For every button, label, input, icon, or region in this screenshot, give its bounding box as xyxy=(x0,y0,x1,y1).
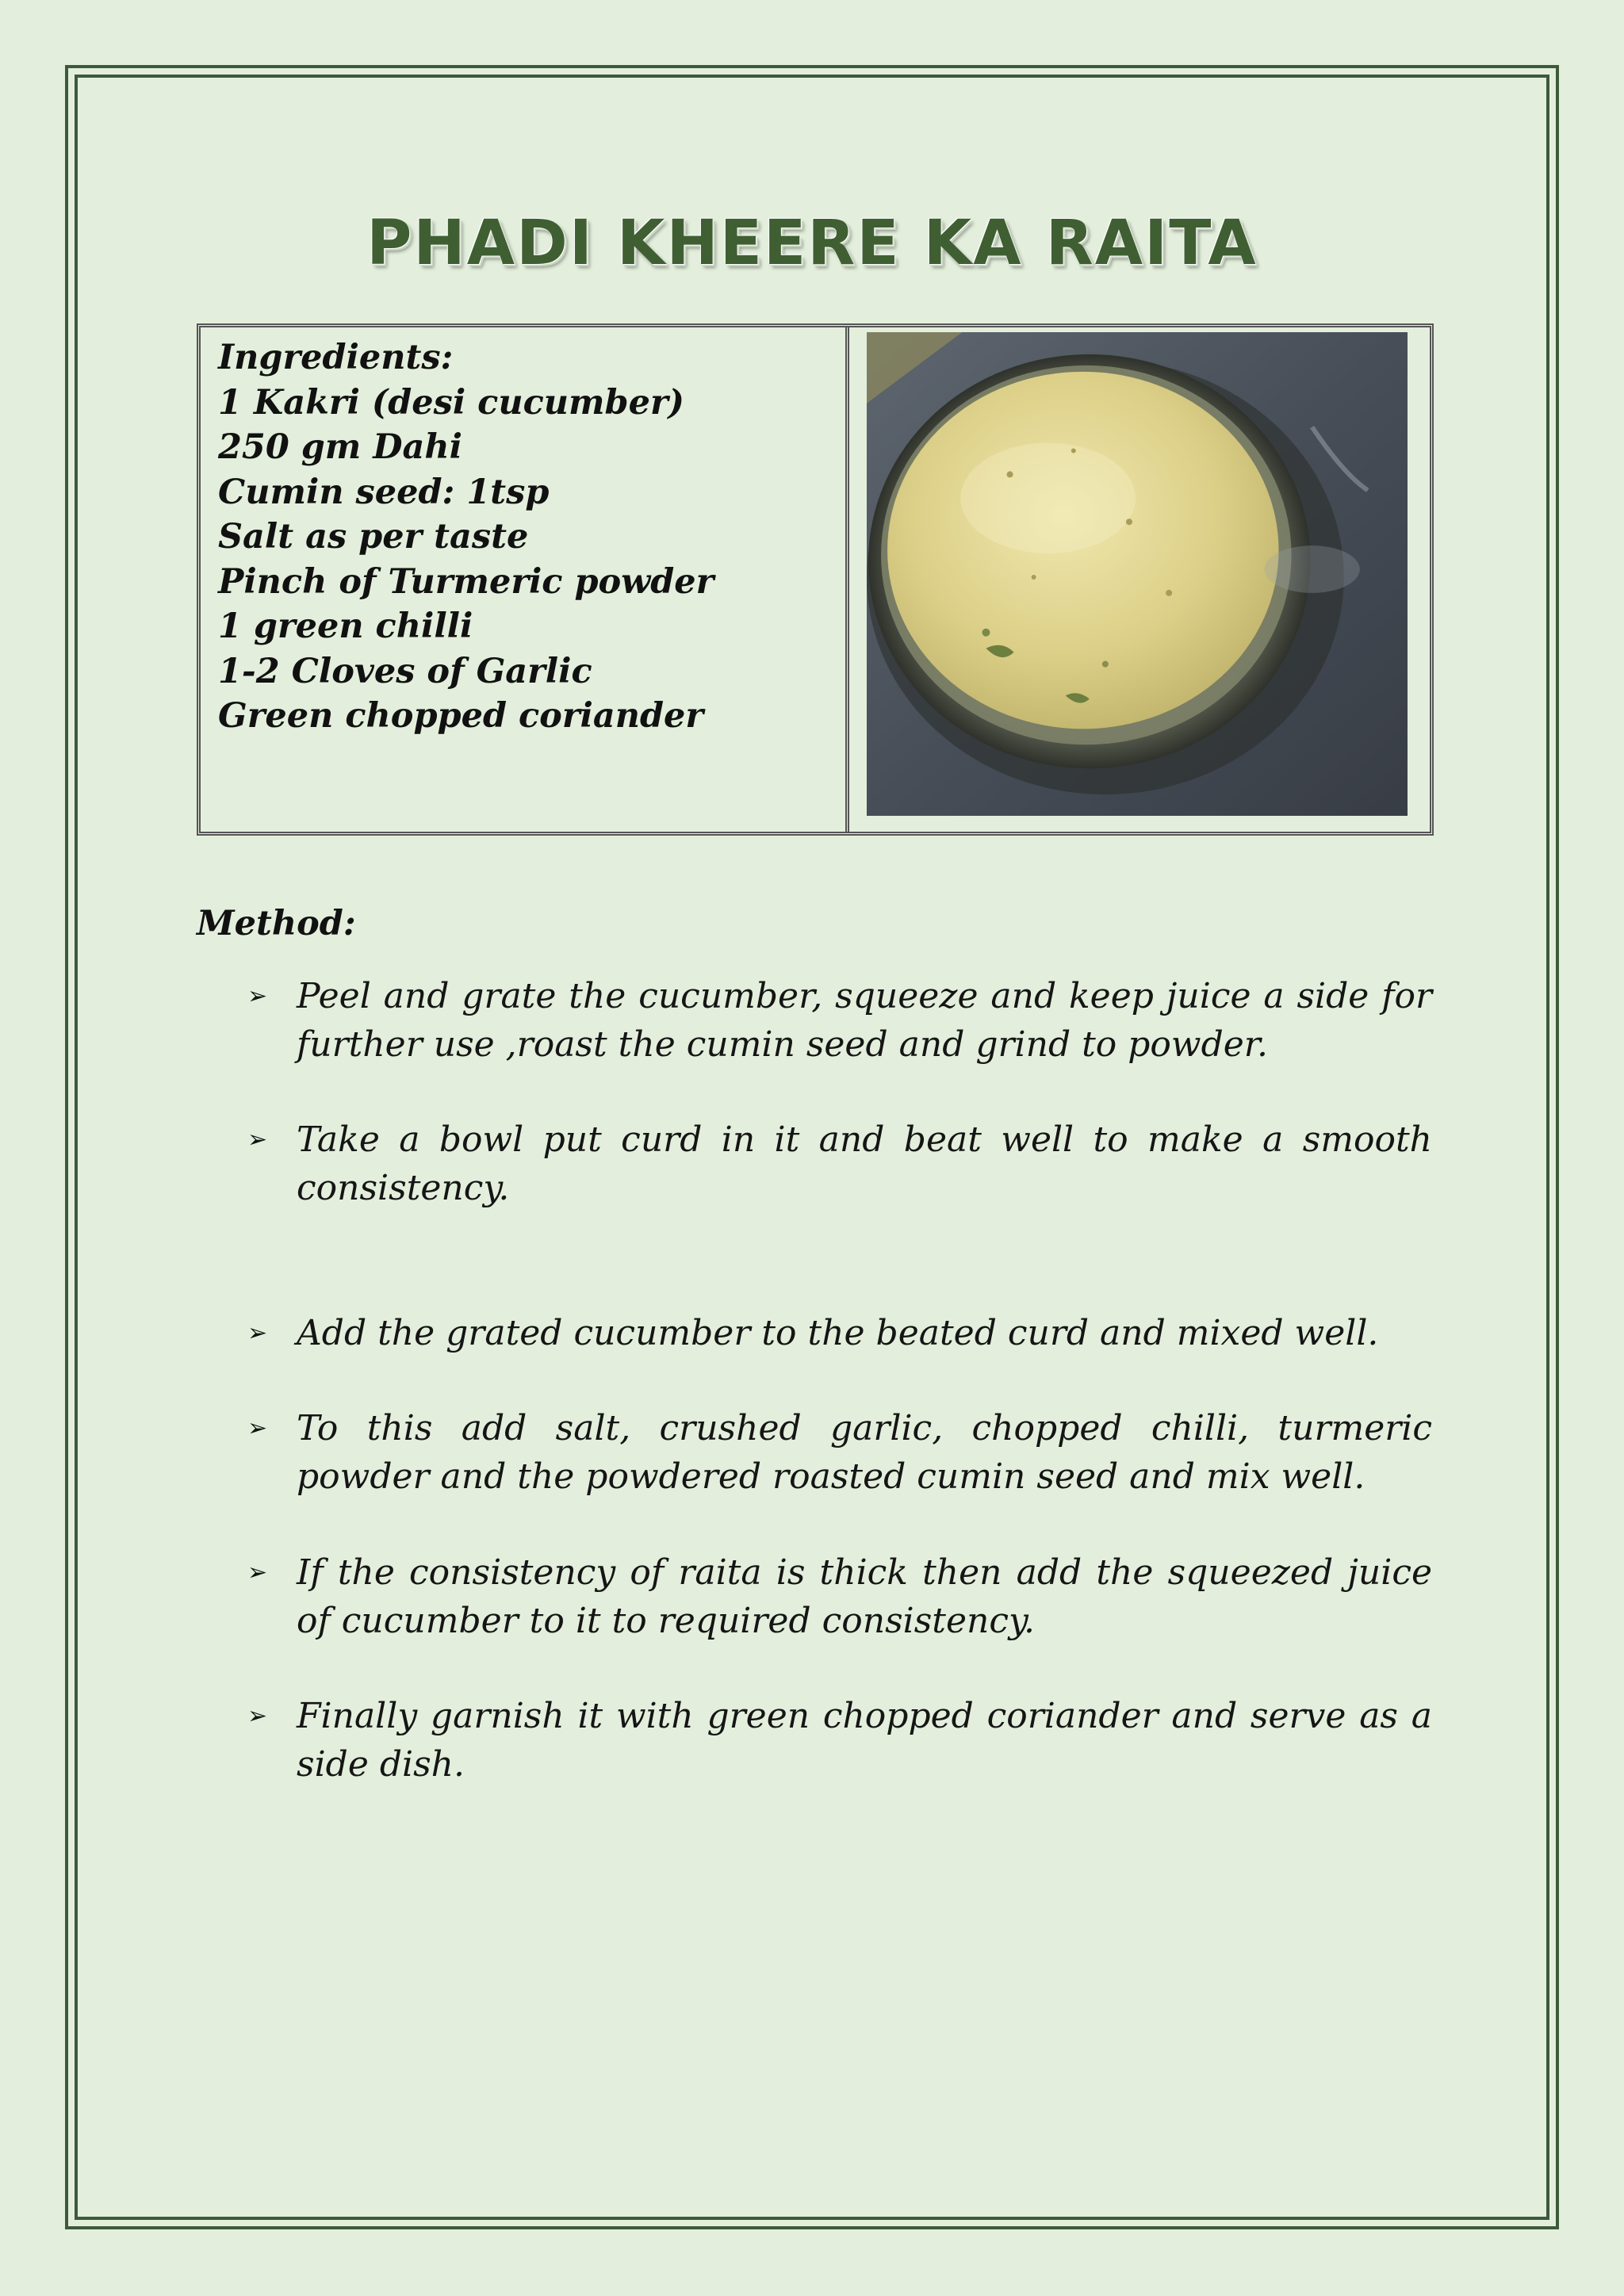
method-step-text: Add the grated cucumber to the beated curd and mixed well. xyxy=(297,1313,1379,1353)
method-step-text: Finally garnish it with green chopped coriander and serve as a side dish. xyxy=(297,1696,1432,1785)
arrow-bullet-icon: ➢ xyxy=(247,1319,268,1347)
method-step-text: If the consistency of raita is thick then add the squeezed juice of cucumber to it to required consistency. xyxy=(297,1552,1432,1641)
arrow-bullet-icon: ➢ xyxy=(247,1414,268,1442)
arrow-bullet-icon: ➢ xyxy=(247,1126,268,1154)
ingredient-item: 1 Kakri (desi cucumber) xyxy=(218,382,684,423)
ingredients-cell xyxy=(201,327,849,832)
ingredient-item: Pinch of Turmeric powder xyxy=(218,561,714,602)
ingredient-item: Green chopped coriander xyxy=(218,696,704,736)
recipe-title: PHADI KHEERE KA RAITA xyxy=(366,208,1258,279)
method-step xyxy=(247,1309,1432,1357)
method-step xyxy=(247,1692,1432,1789)
method-step xyxy=(247,1404,1432,1501)
arrow-bullet-icon: ➢ xyxy=(247,982,268,1010)
method-step-text: To this add salt, crushed garlic, chopped chilli, turmeric powder and the powdered roasted cumin seed and mix well. xyxy=(297,1408,1432,1497)
ingredient-item: 1 green chilli xyxy=(218,607,473,646)
ingredient-item: 250 gm Dahi xyxy=(218,427,463,467)
method-step-text: Peel and grate the cucumber, squeeze and keep juice a side for further use ,roast the cumin seed and grind to powder. xyxy=(297,976,1432,1065)
ingredient-item: 1-2 Cloves of Garlic xyxy=(218,651,592,691)
raita-bowl-photo xyxy=(867,332,1408,816)
method-step-text: Take a bowl put curd in it and beat well to make a smooth consistency. xyxy=(297,1119,1432,1208)
ingredient-item: Cumin seed: 1tsp xyxy=(218,472,550,512)
method-step xyxy=(247,1115,1432,1212)
ingredient-item: Salt as per taste xyxy=(218,517,529,557)
method-heading: Method: xyxy=(197,904,356,943)
recipe-table xyxy=(197,323,1434,836)
ingredients-heading: Ingredients: xyxy=(218,338,454,377)
arrow-bullet-icon: ➢ xyxy=(247,1702,268,1730)
method-step xyxy=(247,1548,1432,1645)
photo-cell xyxy=(849,327,1430,832)
method-step xyxy=(247,972,1432,1069)
arrow-bullet-icon: ➢ xyxy=(247,1559,268,1586)
